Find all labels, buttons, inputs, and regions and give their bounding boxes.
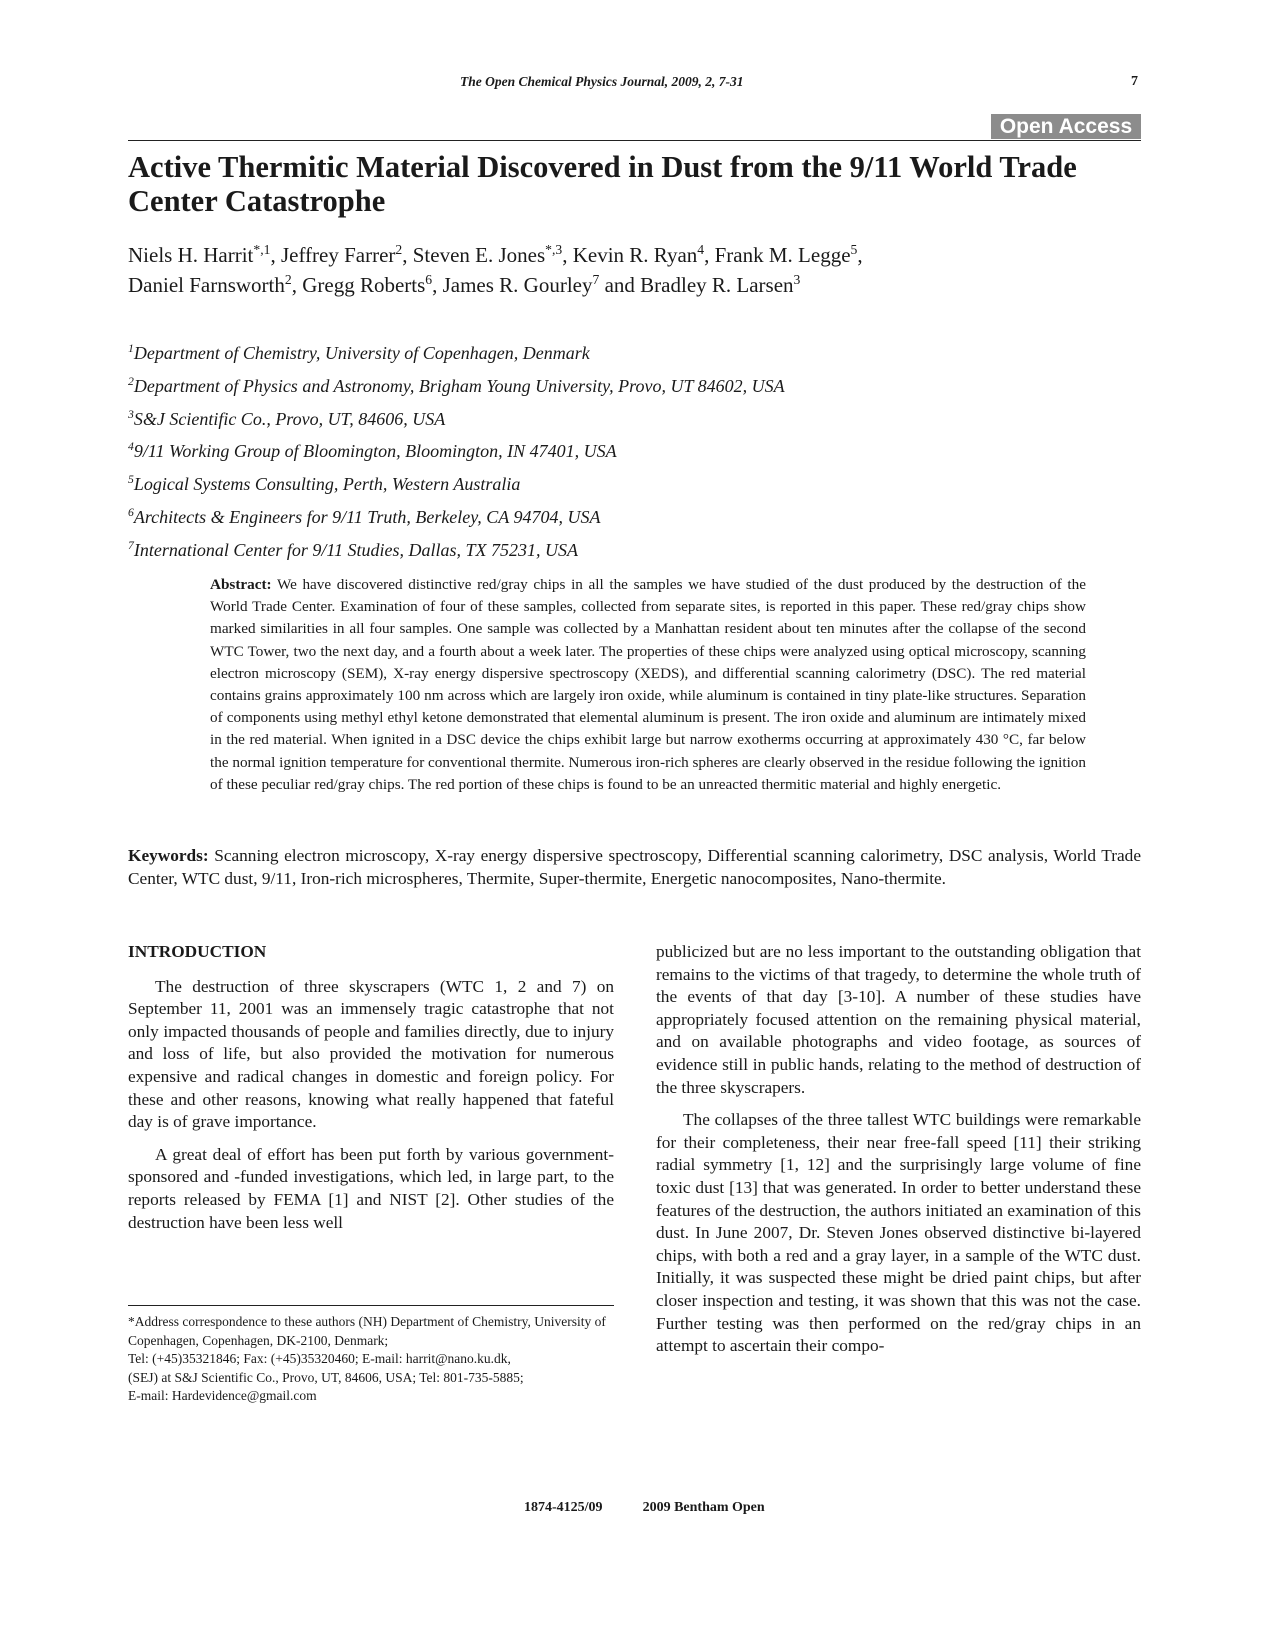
abstract-label: Abstract: xyxy=(210,576,272,593)
body-column-left xyxy=(128,941,614,1234)
open-access-badge: Open Access xyxy=(991,114,1141,139)
author: James R. Gourley$^7$ and xyxy=(442,272,641,297)
body-column-right xyxy=(656,941,1141,1358)
affiliation: $^7$International Center for 9/11 Studies, Dallas, TX 75231, USA xyxy=(128,538,578,560)
author: Daniel Farnsworth$^2$, xyxy=(128,272,303,297)
publisher: 2009 Bentham Open xyxy=(642,1500,765,1515)
keywords-text: Scanning electron microscopy, X-ray energy dispersive spectroscopy, Differential scanning calorimetry, DSC analysis, World Trade Center, WTC dust, 9/11, Iron-rich microspheres, Thermite, Super-thermite, Energetic nanocomposites, Nano-thermite. xyxy=(128,846,1141,888)
body-paragraph: publicized but are no less important to the outstanding obligation that remains to the victims of that tragedy, to determine the whole truth of the events of that day [3-10]. A number of these studies have appropriately focused attention on the remaining physical material, and on available photographs and video footage, as sources of evidence still in public hands, relating to the method of destruction of the three skyscrapers. xyxy=(656,942,1141,1097)
journal-header: The Open Chemical Physics Journal, 2009, 2, 7-31 xyxy=(460,74,744,89)
keywords xyxy=(128,845,1141,890)
section-heading: INTRODUCTION xyxy=(128,942,267,961)
header-divider xyxy=(128,140,1141,141)
abstract xyxy=(210,574,1086,796)
author: Steven E. Jones$^{*,3}$, xyxy=(412,242,573,267)
affiliation: $^1$Department of Chemistry, University of Copenhagen, Denmark xyxy=(128,342,590,363)
abstract-text: We have discovered distinctive red/gray chips in all the samples we have studied of the dust produced by the destruction of the World Trade Center. Examination of four of these samples, collected from separate sites, is reported in this paper. These red/gray chips show marked similarities in all four samples. One sample was collected by a Manhattan resident about ten minutes after the collapse of the second WTC Tower, two the next day, and a fourth about a week later. The properties of these chips were analyzed using optical microscopy, scanning electron microscopy (SEM), X-ray energy dispersive spectroscopy (XEDS), and differential scanning calorimetry (DSC). The red material contains grains approximately 100 nm across which are largely iron oxide, while aluminum is contained in tiny plate-like structures. Separation of components using methyl ethyl ketone demonstrated that elemental aluminum is present. The iron oxide and aluminum are intimately mixed in the red material. When ignited in a DSC device the chips exhibit large but narrow exotherms occurring at approximately 430 °C, far below the normal ignition temperature for conventional thermite. Numerous iron-rich spheres are clearly observed in the residue following the ignition of these peculiar red/gray chips. The red portion of these chips is found to be an unreacted thermitic material and highly energetic. xyxy=(210,576,1086,793)
body-paragraph: The destruction of three skyscrapers (WTC 1, 2 and 7) on September 11, 2001 was an immensely tragic catastrophe that not only impacted thousands of people and families directly, due to injury and loss of life, but also provided the motivation for numerous expensive and radical changes in domestic and foreign policy. For these and other reasons, knowing what really happened that fateful day is of grave importance. xyxy=(128,976,614,1132)
affiliation: $^2$Department of Physics and Astronomy, Brigham Young University, Provo, UT 84602, USA xyxy=(128,374,785,396)
keywords-label: Keywords: xyxy=(128,846,209,865)
article-title: Active Thermitic Material Discovered in Dust from the 9/11 World Trade Center Catastrophe xyxy=(128,150,1077,218)
author: Jeffrey Farrer$^2$, xyxy=(280,242,413,267)
affiliation: $^5$Logical Systems Consulting, Perth, Western Australia xyxy=(128,473,521,495)
author: Gregg Roberts$^6$, xyxy=(302,272,443,297)
affiliation-list xyxy=(128,343,1141,573)
issn: 1874-4125/09 xyxy=(524,1500,603,1515)
body-paragraph: The collapses of the three tallest WTC buildings were remarkable for their completeness, their near free-fall speed [11] their striking radial symmetry [1, 12] and the surprisingly large volume of fine toxic dust [13] that was generated. In order to better understand these features of the destruction, the authors initiated an examination of this dust. In June 2007, Dr. Steven Jones observed distinctive bi-layered chips, with both a red and a gray layer, in a sample of the WTC dust. Initially, it was suspected these might be dried paint chips, but after closer inspection and testing, it was shown that this was not the case. Further testing was then performed on the red/gray chips in an attempt to ascertain their compo- xyxy=(656,1110,1141,1356)
body-paragraph: A great deal of effort has been put forth by various government-sponsored and -funded investigations, which led, in large part, to the reports released by FEMA [1] and NIST [2]. Other studies of the destruction have been less well xyxy=(128,1144,614,1232)
affiliation: $^3$S&J Scientific Co., Provo, UT, 84606, USA xyxy=(128,407,446,429)
affiliation: $^6$Architects & Engineers for 9/11 Truth, Berkeley, CA 94704, USA xyxy=(128,505,601,527)
author: Bradley R. Larsen$^3$ xyxy=(640,272,801,297)
author-list xyxy=(128,240,1141,300)
page-footer xyxy=(524,1500,765,1516)
page-number: 7 xyxy=(1131,74,1138,89)
author: Kevin R. Ryan$^4$, xyxy=(572,242,715,267)
author: Niels H. Harrit$^{*,1}$, xyxy=(128,242,281,267)
correspondence-footnote: *Address correspondence to these authors (NH) Department of Chemistry, University of Copenhagen, Copenhagen, DK-2100, Denmark; Tel: (+45)35321846; Fax: (+45)35320460; E-mail: harrit@nano.ku.dk, (SEJ) at S&J Scientific Co., Provo, UT, 84606, USA; Tel: 801-735-5885; E-mail: Hardevidence@gmail.com xyxy=(128,1314,606,1403)
affiliation: $^4$9/11 Working Group of Bloomington, Bloomington, IN 47401, USA xyxy=(128,440,617,462)
author: Frank M. Legge$^5$, xyxy=(714,242,863,267)
footnote-divider xyxy=(128,1305,614,1306)
